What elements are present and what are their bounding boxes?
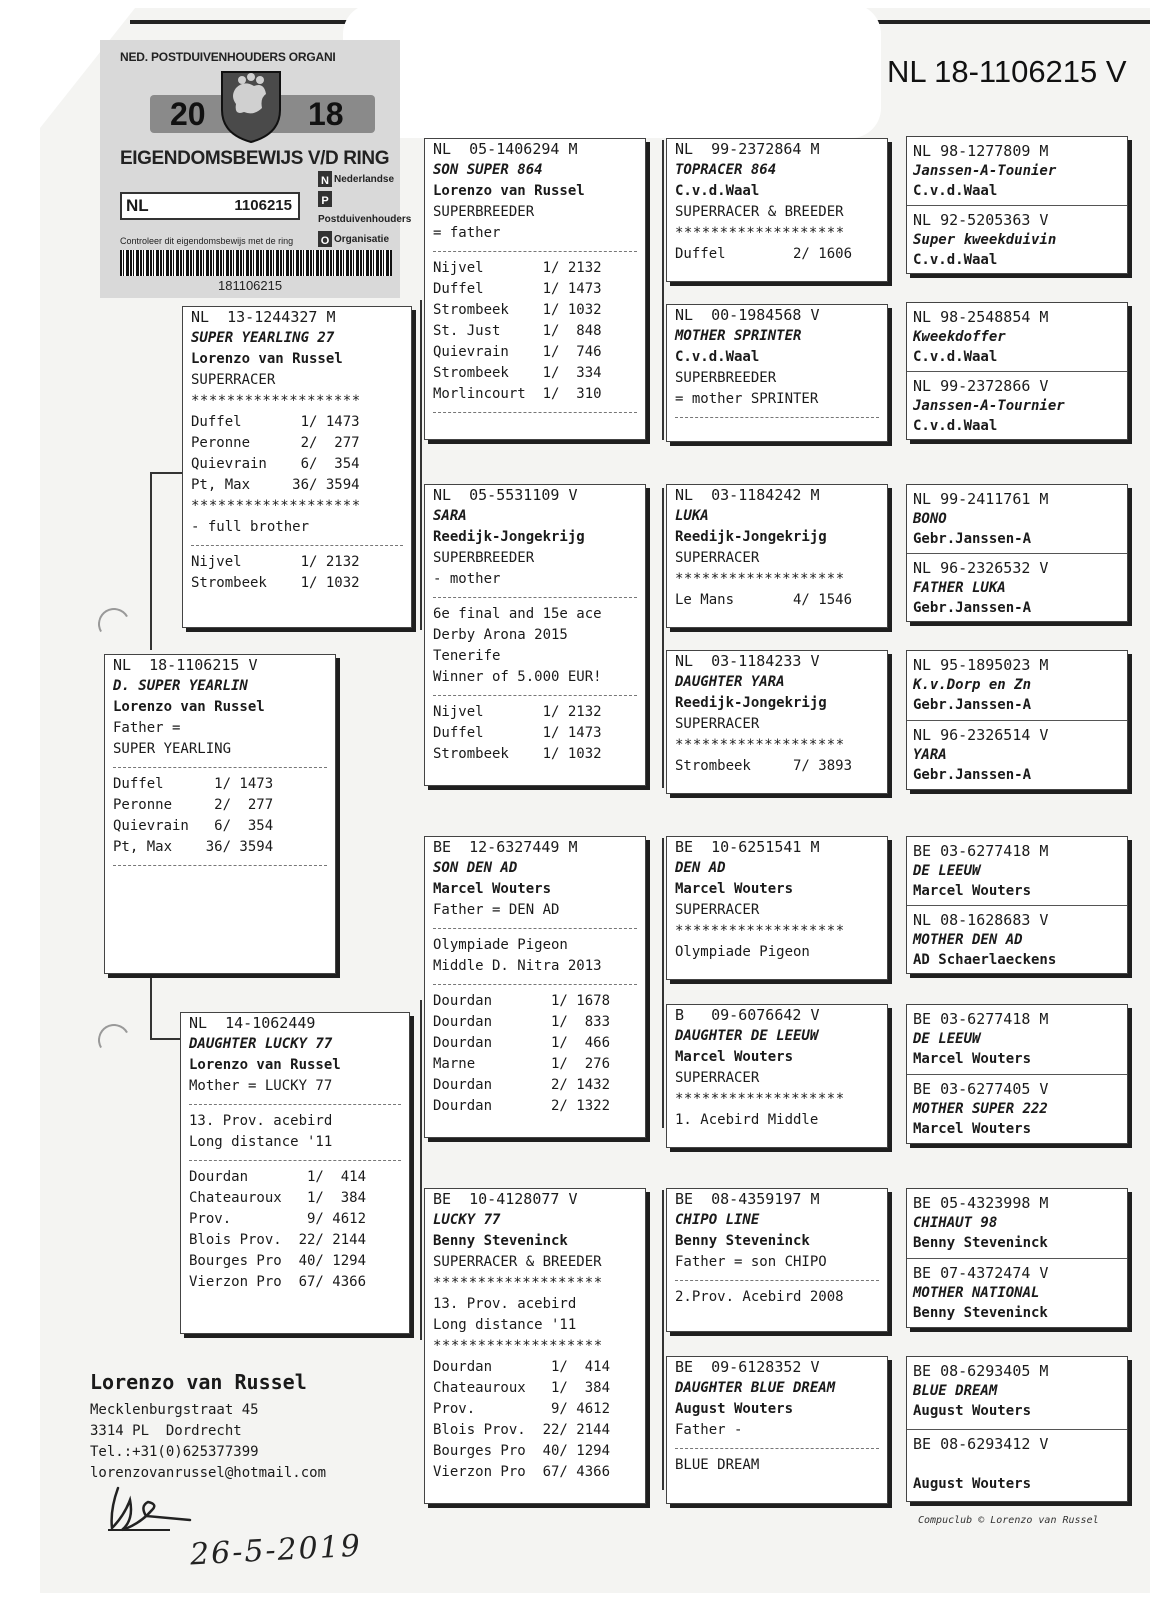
result-line: Quievrain 1/ 746 [433, 344, 602, 360]
connector-line [150, 1038, 183, 1040]
note-line: Tenerife [433, 648, 501, 664]
result-line: Duffel 1/ 1473 [113, 776, 274, 792]
result-line: Vierzon Pro 67/ 4366 [433, 1464, 611, 1480]
owner-name: Marcel Wouters [675, 1049, 794, 1065]
stars-line: ******************* [191, 393, 361, 409]
pigeon-name: DAUGHTER DE LEEUW [675, 1028, 819, 1044]
mother-card [180, 1012, 410, 1334]
connector-line [420, 1000, 422, 1340]
ancestor-entry [907, 1074, 1127, 1143]
ring-number: NL 08-1628683 V [913, 911, 1049, 929]
ring-number: NL 96-2326532 V [913, 559, 1049, 577]
owner-name: C.v.d.Waal [913, 349, 998, 365]
great-grandparent-card [666, 1188, 888, 1332]
ring-number: NL 92-5205363 V [913, 211, 1049, 229]
certificate-check-text: Controleer dit eigendomsbewijs met de ring [120, 236, 294, 246]
certificate-year-left: 20 [170, 96, 206, 132]
pigeon-name: DAUGHTER LUCKY 77 [189, 1036, 333, 1052]
note-line: 13. Prov. acebird [433, 1296, 577, 1312]
owner-name: Lorenzo van Russel [189, 1057, 341, 1073]
pigeon-name: Kweekdoffer [913, 329, 1006, 345]
owner-name: Marcel Wouters [913, 1121, 1032, 1137]
certificate-ring: 1106215 [234, 197, 292, 214]
result-line: Strombeek 1/ 334 [433, 365, 602, 381]
title-line: SUPERRACER & BREEDER [675, 204, 844, 220]
stars-line: ******************* [191, 498, 361, 514]
result-line: 1. Acebird Middle [675, 1112, 819, 1128]
address-line: 3314 PL Dordrecht [90, 1423, 242, 1439]
certificate-ring-box [120, 192, 300, 220]
title-line: SUPERBREEDER [433, 204, 535, 220]
title-line: SUPERBREEDER [433, 550, 535, 566]
divider [433, 412, 637, 413]
owner-name: August Wouters [913, 1403, 1032, 1419]
ring-number: BE 09-6128352 V [675, 1358, 820, 1376]
result-line: Duffel 1/ 1473 [191, 414, 360, 430]
result-line: 2.Prov. Acebird 2008 [675, 1289, 844, 1305]
ring-number: NL 98-1277809 M [913, 142, 1049, 160]
stars-line: ******************* [675, 737, 845, 753]
ring-number: NL 14-1062449 [189, 1014, 316, 1032]
pigeon-name: CHIHAUT 98 [913, 1215, 998, 1231]
ring-number: NL 96-2326514 V [913, 726, 1049, 744]
stars-line: ******************* [433, 1338, 603, 1354]
ring-number: BE 07-4372474 V [913, 1264, 1049, 1282]
result-line: Chateauroux 1/ 384 [433, 1380, 611, 1396]
stars-line: ******************* [675, 225, 845, 241]
ring-number: NL 95-1895023 M [913, 656, 1049, 674]
divider [191, 545, 403, 546]
result-line: Duffel 1/ 1473 [433, 725, 602, 741]
pigeon-name: SON SUPER 864 [433, 162, 543, 178]
great-grandparent-card [666, 836, 888, 980]
text-line: = mother SPRINTER [675, 391, 819, 407]
ancestor-entry [907, 553, 1127, 621]
stars-line: ******************* [675, 571, 845, 587]
handwritten-date: 26-5-2019 [189, 1528, 363, 1573]
owner-name: AD Schaerlaeckens [913, 952, 1057, 968]
maternal-grandmother-card [424, 1188, 646, 1504]
result-line: Dourdan 1/ 466 [433, 1035, 611, 1051]
result-line: Strombeek 7/ 3893 [675, 758, 853, 774]
ring-number: NL 00-1984568 V [675, 306, 820, 324]
pigeon-name: Super kweekduivin [913, 232, 1057, 248]
divider [433, 597, 637, 598]
pigeon-name: BLUE DREAM [913, 1383, 998, 1399]
signature-icon [100, 1480, 200, 1540]
pigeon-name: MOTHER NATIONAL [913, 1285, 1040, 1301]
owner-name: August Wouters [913, 1476, 1032, 1492]
owner-name: Gebr.Janssen-A [913, 531, 1032, 547]
ancestor-entry [907, 905, 1127, 973]
owner-name: Marcel Wouters [433, 881, 552, 897]
result-line: Duffel 1/ 1473 [433, 281, 602, 297]
title-line: SUPERRACER [675, 1070, 760, 1086]
certificate-org: NED. POSTDUIVENHOUDERS ORGANI [120, 50, 336, 64]
subject-card [104, 654, 336, 974]
note-line: Long distance '11 [433, 1317, 577, 1333]
owner-name: Lorenzo van Russel [113, 699, 265, 715]
result-line: Chateauroux 1/ 384 [189, 1190, 367, 1206]
result-line: Nijvel 1/ 2132 [433, 704, 602, 720]
pigeon-name: TOPRACER 864 [675, 162, 777, 178]
paternal-grandfather-card [424, 138, 646, 440]
n-logo-icon: N [318, 171, 332, 187]
note-line: Middle D. Nitra 2013 [433, 958, 602, 974]
divider [433, 251, 637, 252]
ancestor-entry [907, 137, 1127, 205]
pigeon-name: DEN AD [675, 860, 726, 876]
note-line: 13. Prov. acebird [189, 1113, 333, 1129]
great-grandparent-card [666, 138, 888, 282]
result-line: Nijvel 1/ 2132 [191, 554, 360, 570]
title-line: SUPERRACER [675, 716, 760, 732]
ring-number: BE 12-6327449 M [433, 838, 578, 856]
result-line: Peronne 2/ 277 [191, 435, 360, 451]
owner-name: Reedijk-Jongekrijg [433, 529, 585, 545]
ancestor-pair-card [906, 836, 1128, 974]
ancestor-entry [907, 1189, 1127, 1258]
result-line: Vierzon Pro 67/ 4366 [189, 1274, 367, 1290]
pigeon-name: D. SUPER YEARLIN [113, 678, 248, 694]
note-line: Olympiade Pigeon [433, 937, 568, 953]
ancestor-pair-card [906, 136, 1128, 274]
maternal-grandfather-card [424, 836, 646, 1138]
ancestor-entry [907, 651, 1127, 720]
connector-line [150, 472, 185, 474]
email-line: lorenzovanrussel@hotmail.com [90, 1465, 327, 1481]
ring-number: NL 03-1184242 M [675, 486, 820, 504]
certificate-country: NL [126, 196, 149, 215]
address-line: Mecklenburgstraat 45 [90, 1402, 259, 1418]
ring-number: BE 10-4128077 V [433, 1190, 578, 1208]
result-line: Quievrain 6/ 354 [191, 456, 360, 472]
text-line: - mother [433, 571, 501, 587]
ancestor-pair-card [906, 484, 1128, 622]
owner-name: C.v.d.Waal [913, 183, 998, 199]
connector-line [420, 300, 422, 630]
ring-number: NL 03-1184233 V [675, 652, 820, 670]
stars-line: ******************* [433, 1275, 603, 1291]
stars-line: ******************* [675, 1091, 845, 1107]
owner-name: C.v.d.Waal [675, 349, 760, 365]
pigeon-name: SARA [433, 508, 467, 524]
ring-number: BE 05-4323998 M [913, 1194, 1049, 1212]
result-line: Peronne 2/ 277 [113, 797, 274, 813]
ancestor-entry [907, 205, 1127, 273]
pigeon-name: YARA [913, 747, 947, 763]
ancestor-pair-card [906, 302, 1128, 440]
result-line: Blois Prov. 22/ 2144 [189, 1232, 367, 1248]
ring-number: BE 03-6277405 V [913, 1080, 1049, 1098]
divider [189, 1160, 401, 1161]
great-grandparent-card [666, 650, 888, 794]
owner-name: August Wouters [675, 1401, 794, 1417]
owner-name: Reedijk-Jongekrijg [675, 695, 827, 711]
result-line: Duffel 2/ 1606 [675, 246, 853, 262]
pigeon-name: K.v.Dorp en Zn [913, 677, 1032, 693]
owner-name: Lorenzo van Russel [433, 183, 585, 199]
ring-number: NL 18-1106215 V [113, 656, 258, 674]
owner-name: Marcel Wouters [913, 883, 1032, 899]
text-line: Mother = LUCKY 77 [189, 1078, 333, 1094]
text-line: Father = [113, 720, 181, 736]
certificate-title: EIGENDOMSBEWIJS V/D RING [120, 148, 390, 169]
pigeon-name: LUKA [675, 508, 709, 524]
divider [675, 417, 879, 418]
owner-contact-block [90, 1370, 390, 1484]
owner-name: Marcel Wouters [913, 1051, 1032, 1067]
pigeon-name: DAUGHTER YARA [675, 674, 785, 690]
text-line: Father = son CHIPO [675, 1254, 827, 1270]
result-line: Prov. 9/ 4612 [433, 1401, 611, 1417]
connector-line [662, 1190, 664, 1490]
divider [433, 695, 637, 696]
paternal-grandmother-card [424, 484, 646, 786]
connector-line [662, 140, 664, 440]
result-line: Dourdan 1/ 414 [433, 1359, 611, 1375]
ring-number: NL 99-2372864 M [675, 140, 820, 158]
note-line: Derby Arona 2015 [433, 627, 568, 643]
divider [675, 1280, 879, 1281]
ring-number: BE 08-6293405 M [913, 1362, 1049, 1380]
title-line: SUPERRACER [675, 902, 760, 918]
ring-number: NL 99-2411761 M [913, 490, 1049, 508]
owner-name: Lorenzo van Russel [191, 351, 343, 367]
divider [113, 767, 327, 768]
ancestor-pair-card [906, 1356, 1128, 1502]
result-line: St. Just 1/ 848 [433, 323, 602, 339]
ancestor-pair-card [906, 650, 1128, 790]
ancestor-entry [907, 837, 1127, 905]
result-line: Bourges Pro 40/ 1294 [433, 1443, 611, 1459]
ancestor-entry [907, 485, 1127, 553]
pigeon-name: LUCKY 77 [433, 1212, 501, 1228]
ring-number: NL 05-1406294 M [433, 140, 578, 158]
p-logo-icon: P [318, 191, 332, 207]
note-line: - full brother [191, 519, 310, 535]
ancestor-entry [907, 303, 1127, 371]
ring-certificate [100, 40, 412, 298]
great-grandparent-card [666, 304, 888, 442]
ring-number: B 09-6076642 V [675, 1006, 820, 1024]
ancestor-entry [907, 1258, 1127, 1327]
pigeon-name: DE LEEUW [913, 1031, 981, 1047]
o-logo-icon: O [318, 231, 332, 247]
divider [433, 928, 637, 929]
stars-line: ******************* [675, 923, 845, 939]
owner-name: C.v.d.Waal [675, 183, 760, 199]
owner-name: Benny Steveninck [433, 1233, 568, 1249]
divider [189, 1104, 401, 1105]
note-line: Long distance '11 [189, 1134, 333, 1150]
result-line: Nijvel 1/ 2132 [433, 260, 602, 276]
result-line: Dourdan 1/ 414 [189, 1169, 367, 1185]
result-line: Prov. 9/ 4612 [189, 1211, 367, 1227]
certificate-logos: N Nederlandse PPostduivenhouders O Organisatie [318, 170, 411, 250]
ancestor-entry [907, 720, 1127, 789]
note-line: Winner of 5.000 EUR! [433, 669, 602, 685]
ancestor-pair-card [906, 1188, 1128, 1328]
result-line: Strombeek 1/ 1032 [191, 575, 360, 591]
pigeon-name: Janssen-A-Tounier [913, 163, 1057, 179]
text-line: Father - [675, 1422, 743, 1438]
result-line: Dourdan 2/ 1322 [433, 1098, 611, 1114]
owner-name: Reedijk-Jongekrijg [675, 529, 827, 545]
result-line: Dourdan 2/ 1432 [433, 1077, 611, 1093]
ancestor-entry [907, 1357, 1127, 1429]
pigeon-name: SON DEN AD [433, 860, 518, 876]
barcode [120, 250, 392, 276]
result-line: Strombeek 1/ 1032 [433, 302, 602, 318]
note-line: 6e final and 15e ace [433, 606, 602, 622]
pigeon-name: DAUGHTER BLUE DREAM [675, 1380, 836, 1396]
ancestor-entry [907, 1429, 1127, 1501]
result-line: Strombeek 1/ 1032 [433, 746, 602, 762]
title-line: SUPERBREEDER [675, 370, 777, 386]
owner-name: C.v.d.Waal [913, 252, 998, 268]
title-line: SUPERRACER & BREEDER [433, 1254, 602, 1270]
divider [675, 1448, 879, 1449]
father-card [182, 306, 412, 628]
pigeon-name: SUPER YEARLING 27 [191, 330, 335, 346]
result-line: Dourdan 1/ 833 [433, 1014, 611, 1030]
connector-line [150, 472, 152, 650]
pigeon-name: Janssen-A-Tournier [913, 398, 1065, 414]
divider [433, 984, 637, 985]
pigeon-name [913, 1454, 1121, 1474]
ring-number: BE 10-6251541 M [675, 838, 820, 856]
certificate-year-right: 18 [308, 96, 344, 132]
pigeon-name: FATHER LUKA [913, 580, 1006, 596]
title-line: SUPERRACER [675, 550, 760, 566]
result-line: BLUE DREAM [675, 1457, 760, 1473]
pigeon-name: MOTHER SPRINTER [675, 328, 802, 344]
barcode-number: 181106215 [218, 278, 283, 293]
ring-number: NL 05-5531109 V [433, 486, 578, 504]
text-line: Father = DEN AD [433, 902, 560, 918]
pigeon-name: DE LEEUW [913, 863, 981, 879]
phone-line: Tel.:+31(0)625377399 [90, 1444, 259, 1460]
result-line: Le Mans 4/ 1546 [675, 592, 853, 608]
great-grandparent-card [666, 1004, 888, 1148]
pigeon-name: BONO [913, 511, 947, 527]
result-line: Blois Prov. 22/ 2144 [433, 1422, 611, 1438]
ring-number: BE 08-6293412 V [913, 1435, 1049, 1453]
ring-number: BE 08-4359197 M [675, 1190, 820, 1208]
owner-name: Gebr.Janssen-A [913, 697, 1032, 713]
result-line: Marne 1/ 276 [433, 1056, 611, 1072]
great-grandparent-card [666, 1356, 888, 1504]
pigeon-name: MOTHER DEN AD [913, 932, 1023, 948]
ancestor-pair-card [906, 1004, 1128, 1144]
title-line: SUPERRACER [191, 372, 276, 388]
text-line: SUPER YEARLING [113, 741, 232, 757]
breeder-name: Lorenzo van Russel [90, 1370, 307, 1394]
pigeon-name: CHIPO LINE [675, 1212, 760, 1228]
redacted-area [343, 4, 881, 138]
ring-number: BE 03-6277418 M [913, 842, 1049, 860]
result-line: Pt, Max 36/ 3594 [113, 839, 274, 855]
credit-line: Compuclub © Lorenzo van Russel [918, 1515, 1099, 1526]
divider [113, 865, 327, 866]
result-line: Quievrain 6/ 354 [113, 818, 274, 834]
pigeon-name: MOTHER SUPER 222 [913, 1101, 1048, 1117]
connector-line [662, 838, 664, 1128]
ring-number: BE 03-6277418 M [913, 1010, 1049, 1028]
result-line: Pt, Max 36/ 3594 [191, 477, 360, 493]
lion-crest-icon [214, 66, 288, 144]
text-line: = father [433, 225, 501, 241]
result-line: Bourges Pro 40/ 1294 [189, 1253, 367, 1269]
ring-number: NL 13-1244327 M [191, 308, 336, 326]
connector-line [662, 488, 664, 788]
result-line: Morlincourt 1/ 310 [433, 386, 602, 402]
owner-name: Marcel Wouters [675, 881, 794, 897]
owner-name: Benny Steveninck [913, 1235, 1048, 1251]
owner-name: Benny Steveninck [675, 1233, 810, 1249]
ancestor-entry [907, 1005, 1127, 1074]
ring-number: NL 98-2548854 M [913, 308, 1049, 326]
owner-name: Benny Steveninck [913, 1305, 1048, 1321]
owner-name: C.v.d.Waal [913, 418, 998, 434]
ring-number: NL 99-2372866 V [913, 377, 1049, 395]
owner-name: Gebr.Janssen-A [913, 767, 1032, 783]
great-grandparent-card [666, 484, 888, 628]
result-line: Olympiade Pigeon [675, 944, 810, 960]
ancestor-entry [907, 371, 1127, 439]
header-ring-number: NL 18-1106215 V [887, 54, 1127, 89]
result-line: Dourdan 1/ 1678 [433, 993, 611, 1009]
owner-name: Gebr.Janssen-A [913, 600, 1032, 616]
